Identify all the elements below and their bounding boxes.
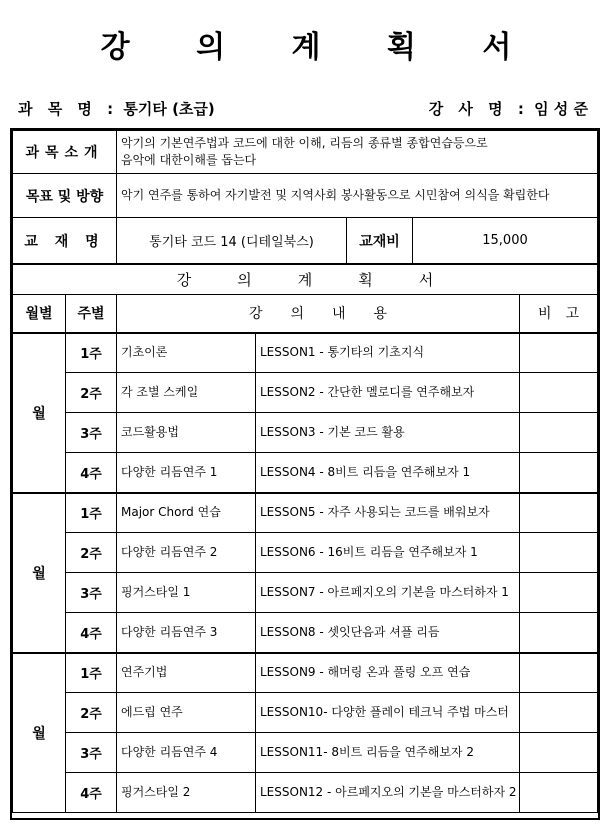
week-lesson: LESSON6 - 16비트 리듬을 연주해보자 1 [256,533,520,573]
table-row [13,413,598,453]
subject-label: 과 목 명 : [18,100,119,118]
week-note [520,773,598,813]
week-note [520,413,598,453]
table-row [13,533,598,573]
week-topic: 연주기법 [117,653,256,693]
week-note [520,613,598,653]
week-label: 2주 [66,373,117,413]
week-label: 2주 [66,693,117,733]
plan-section-title: 강의계획서 [13,265,598,295]
week-label: 4주 [66,613,117,653]
week-topic: 다양한 리듬연주 1 [117,453,256,493]
week-topic: 핑거스타일 2 [117,773,256,813]
intro-text-line2: 음악에 대한이해를 돕는다 [121,153,257,167]
week-topic: 다양한 리듬연주 2 [117,533,256,573]
info-table [12,130,598,264]
week-label: 4주 [66,453,117,493]
week-label: 1주 [66,493,117,533]
week-note [520,333,598,373]
week-label: 2주 [66,533,117,573]
week-lesson: LESSON4 - 8비트 리듬을 연주해보자 1 [256,453,520,493]
week-topic: 다양한 리듬연주 3 [117,613,256,653]
subject-line [18,98,215,119]
week-note [520,453,598,493]
week-lesson: LESSON7 - 아르페지오의 기본을 마스터하자 1 [256,573,520,613]
week-topic: 에드립 연주 [117,693,256,733]
table-row [13,453,598,493]
week-note [520,653,598,693]
week-note [520,573,598,613]
week-label: 1주 [66,653,117,693]
week-lesson: LESSON8 - 셋잇단음과 셔플 리듬 [256,613,520,653]
table-row [13,613,598,653]
month-label: 월 [13,333,66,493]
week-lesson: LESSON2 - 간단한 멜로디를 연주해보자 [256,373,520,413]
week-label: 1주 [66,333,117,373]
month-label: 월 [13,653,66,813]
fee-value: 15,000 [413,218,598,264]
textbook-label: 교 재 명 [13,218,117,264]
document-title: 강 의 계 획 서 [100,30,540,65]
plan-table [12,264,598,813]
week-note [520,373,598,413]
week-lesson: LESSON5 - 자주 사용되는 코드를 배워보자 [256,493,520,533]
week-lesson: LESSON1 - 통기타의 기초지식 [256,333,520,373]
week-lesson: LESSON9 - 해머링 온과 풀링 오프 연습 [256,653,520,693]
lecture-plan-sheet [10,128,600,820]
week-lesson: LESSON3 - 기본 코드 활용 [256,413,520,453]
table-row [13,773,598,813]
instructor-line [429,98,588,119]
instructor-value: 임 성 준 [534,100,588,118]
week-note [520,733,598,773]
week-lesson: LESSON10- 다양한 플레이 테크닉 주법 마스터 [256,693,520,733]
table-row [13,333,598,373]
table-row [13,373,598,413]
table-row [13,733,598,773]
month-label: 월 [13,493,66,653]
col-week-header: 주별 [66,295,117,333]
week-topic: Major Chord 연습 [117,493,256,533]
week-label: 3주 [66,573,117,613]
intro-text-line1: 악기의 기본연주법과 코드에 대한 이해, 리듬의 종류별 종합연습등으로 [121,136,488,150]
week-note [520,533,598,573]
week-topic: 기초이론 [117,333,256,373]
week-topic: 각 조별 스케일 [117,373,256,413]
col-content-header: 강의내용 [117,295,520,333]
subject-value: 통기타 (초급) [123,100,215,118]
week-note [520,493,598,533]
week-topic: 핑거스타일 1 [117,573,256,613]
goal-label: 목표 및 방향 [13,174,117,218]
week-label: 3주 [66,413,117,453]
week-topic: 다양한 리듬연주 4 [117,733,256,773]
intro-text [117,131,598,174]
week-note [520,693,598,733]
week-topic: 코드활용법 [117,413,256,453]
goal-text: 악기 연주를 통하여 자기발전 및 지역사회 봉사활동으로 시민참여 의식을 확립한다 [117,174,598,218]
week-label: 4주 [66,773,117,813]
textbook-value: 통기타 코드 14 (디테일북스) [117,218,347,264]
fee-label: 교재비 [347,218,413,264]
col-note-header: 비고 [520,295,598,333]
table-row [13,653,598,693]
intro-label: 과목소개 [13,131,117,174]
col-month-header: 월별 [13,295,66,333]
table-row [13,493,598,533]
instructor-label: 강 사 명 : [428,100,529,118]
week-label: 3주 [66,733,117,773]
table-row [13,573,598,613]
week-lesson: LESSON11- 8비트 리듬을 연주해보자 2 [256,733,520,773]
table-row [13,693,598,733]
week-lesson: LESSON12 - 아르페지오의 기본을 마스터하자 2 [256,773,520,813]
